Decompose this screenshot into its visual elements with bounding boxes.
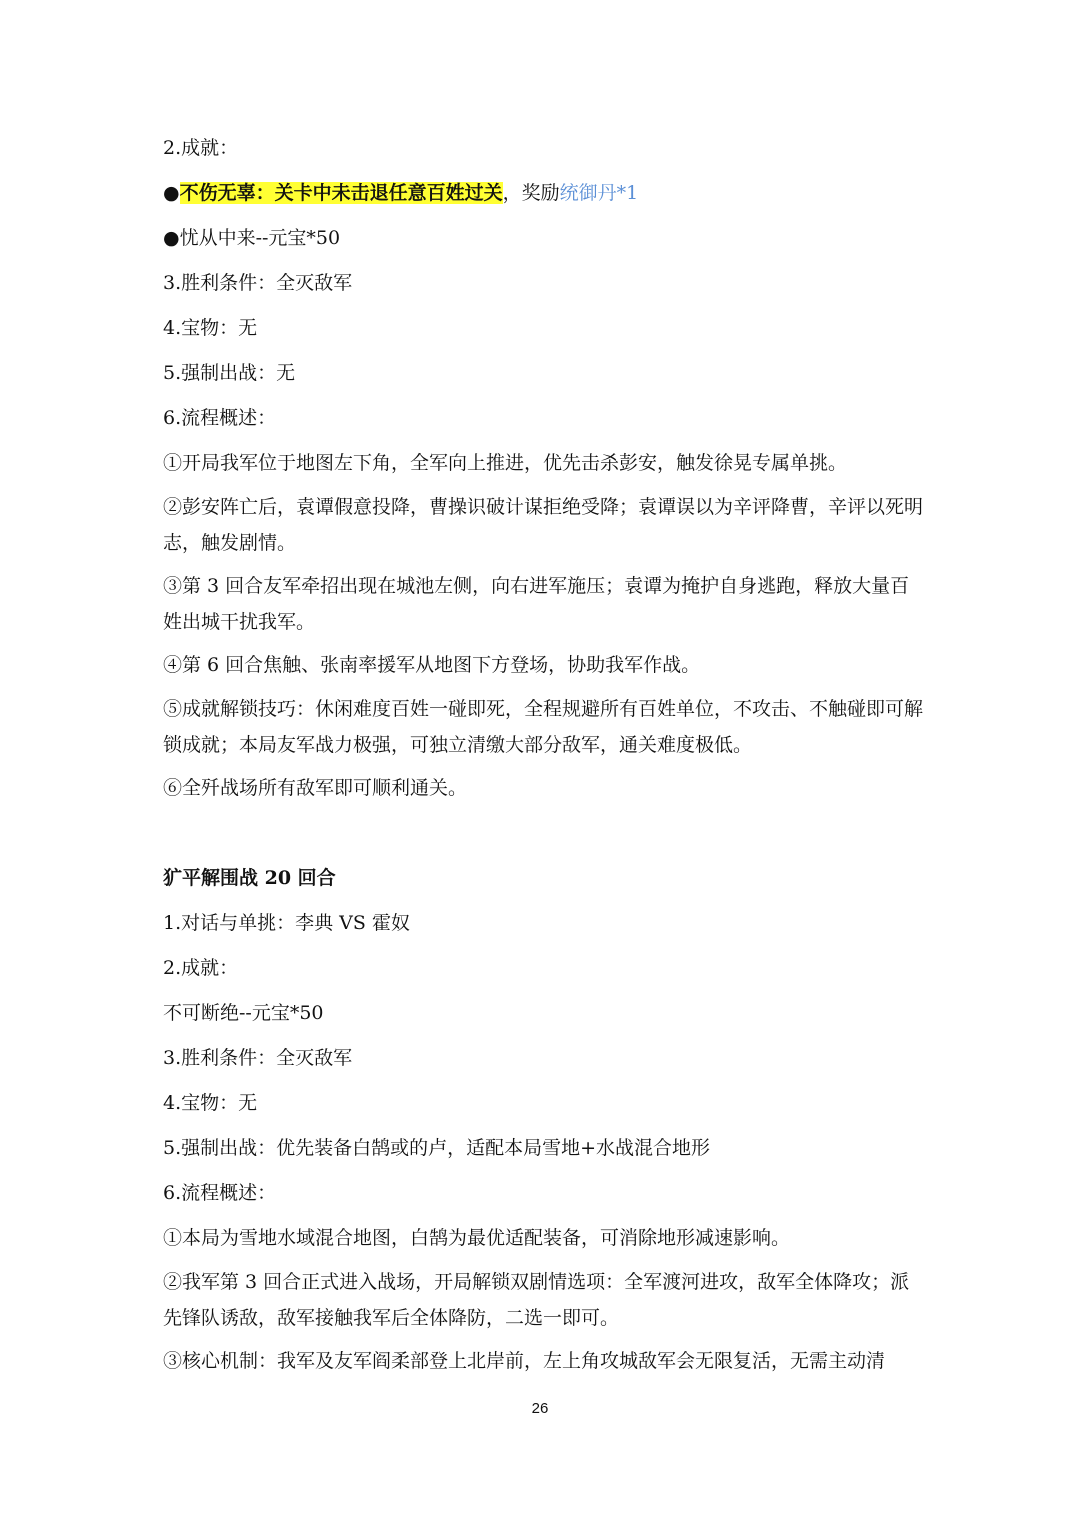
forced-deployment: 5.强制出战：优先装备白鹄或的卢，适配本局雪地+水战混合地形 bbox=[163, 1137, 711, 1159]
achievement-item: ●忧从中来--元宝*50 bbox=[163, 227, 341, 249]
victory-condition: 3.胜利条件：全灭敌军 bbox=[163, 272, 353, 294]
treasure: 4.宝物：无 bbox=[163, 1092, 258, 1114]
flow-step: ②彭安阵亡后，袁谭假意投降，曹操识破计谋拒绝受降；袁谭误以为辛评降曹，辛评以死明志，触发剧情。 bbox=[163, 496, 924, 554]
reward-link[interactable]: 统御丹*1 bbox=[559, 182, 639, 204]
flow-step: ③第 3 回合友军牵招出现在城池左侧，向右进军施压；袁谭为掩护自身逃跑，释放大量百姓出城干扰我军。 bbox=[163, 575, 910, 633]
flow-title: 6.流程概述： bbox=[163, 407, 277, 429]
flow-step: ①开局我军位于地图左下角，全军向上推进，优先击杀彭安，触发徐晃专属单挑。 bbox=[163, 452, 848, 474]
flow-step: ①本局为雪地水域混合地图，白鹄为最优适配装备，可消除地形减速影响。 bbox=[163, 1227, 791, 1249]
section-heading: 犷平解围战 20 回合 bbox=[163, 867, 336, 889]
achievement-item: 不可断绝--元宝*50 bbox=[163, 1002, 324, 1024]
achievement-highlight: 不伤无辜：关卡中未击退任意百姓过关 bbox=[179, 182, 503, 204]
treasure: 4.宝物：无 bbox=[163, 317, 258, 339]
bullet: ● bbox=[163, 182, 180, 204]
flow-step: ⑥全歼战场所有敌军即可顺利通关。 bbox=[163, 777, 468, 799]
dialog-duel: 1.对话与单挑：李典 VS 霍奴 bbox=[163, 912, 410, 934]
victory-condition: 3.胜利条件：全灭敌军 bbox=[163, 1047, 353, 1069]
flow-title: 6.流程概述： bbox=[163, 1182, 277, 1204]
achievement-title: 2.成就： bbox=[163, 957, 239, 979]
achievement-item bbox=[163, 175, 930, 211]
flow-step: ④第 6 回合焦触、张南率援军从地图下方登场，协助我军作战。 bbox=[163, 654, 701, 676]
reward-prefix: ，奖励 bbox=[502, 182, 560, 204]
flow-step: ⑤成就解锁技巧：休闲难度百姓一碰即死，全程规避所有百姓单位，不攻击、不触碰即可解锁成就；本局友军战力极强，可独立清缴大部分敌军，通关难度极低。 bbox=[163, 698, 924, 756]
achievement-title: 2.成就： bbox=[163, 137, 239, 159]
page-number: 26 bbox=[531, 1400, 549, 1417]
flow-step: ②我军第 3 回合正式进入战场，开局解锁双剧情选项：全军渡河进攻，敌军全体降攻；派先锋队诱敌，敌军接触我军后全体降防，二选一即可。 bbox=[163, 1271, 910, 1329]
forced-deployment: 5.强制出战：无 bbox=[163, 362, 296, 384]
flow-step: ③核心机制：我军及友军阎柔部登上北岸前，左上角攻城敌军会无限复活，无需主动清 bbox=[163, 1350, 886, 1372]
